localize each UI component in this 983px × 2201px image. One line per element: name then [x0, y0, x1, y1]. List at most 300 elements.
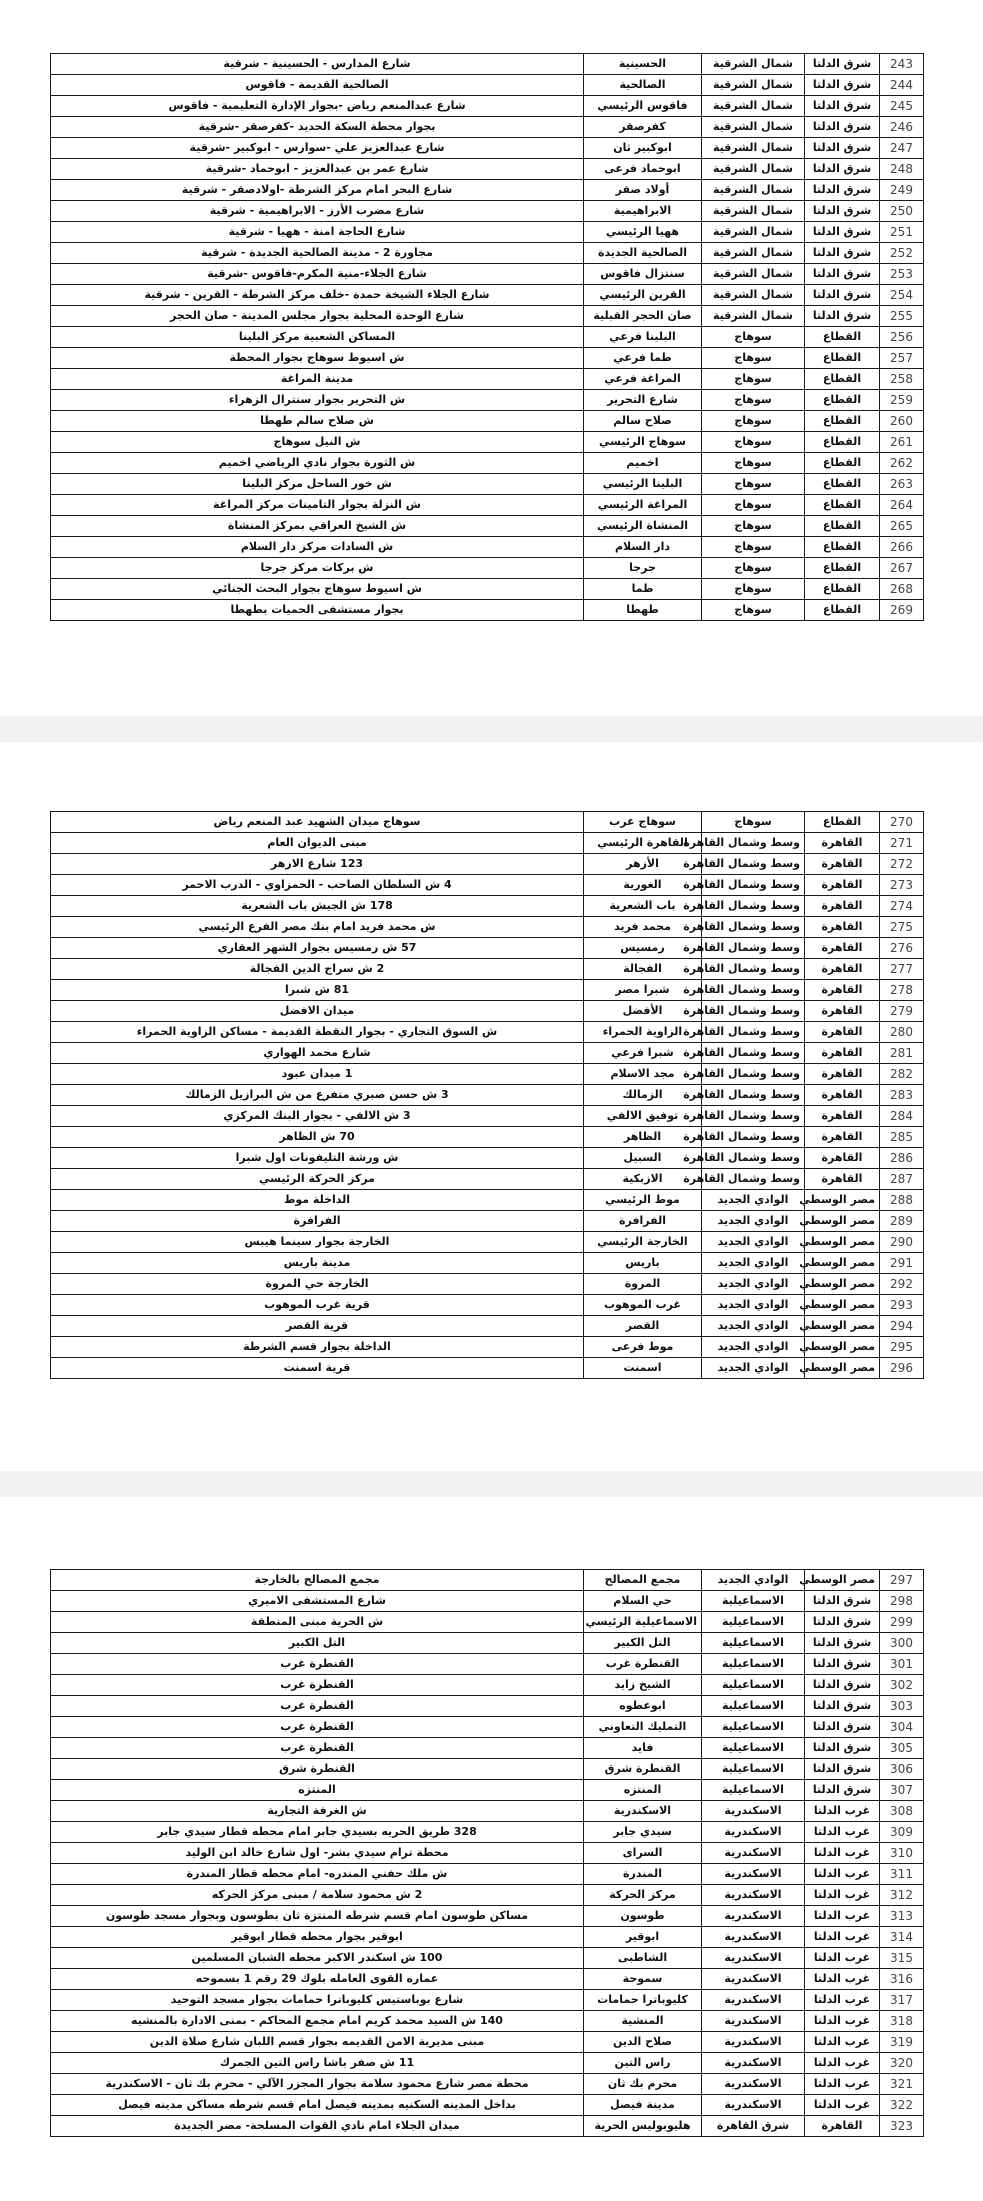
address-cell: شارع الوحدة المحلية بجوار مجلس المدينة - صان الحجر: [51, 306, 584, 327]
row-number-cell: 246: [880, 117, 924, 138]
row-number-cell: 315: [880, 1948, 924, 1969]
address-cell: 3 ش الالفي - بجوار البنك المركزي: [51, 1106, 584, 1127]
zone-cell: الاسكندرية: [702, 1969, 805, 1990]
address-cell: 3 ش حسن صبري متفرع من ش البرازيل الزمالك: [51, 1085, 584, 1106]
address-cell: شارع عمر بن عبدالعزيز - ابوحماد -شرقية: [51, 159, 584, 180]
table-row: [51, 1717, 924, 1738]
zone-cell: شمال الشرقية: [702, 243, 805, 264]
row-number-cell: 295: [880, 1337, 924, 1358]
address-cell: مجاورة 2 - مدينة الصالحية الجديدة - شرقية: [51, 243, 584, 264]
zone-cell: وسط وشمال القاهرة: [702, 1169, 805, 1190]
branch-cell: سيدي جابر: [584, 1822, 702, 1843]
address-cell: الداخلة بجوار قسم الشرطة: [51, 1337, 584, 1358]
region-cell: القاهرة: [805, 1148, 880, 1169]
region-cell: شرق الدلتا: [805, 1612, 880, 1633]
address-cell: 4 ش السلطان الصاحب - الحمزاوي - الدرب الاحمر: [51, 875, 584, 896]
table-row: [51, 1106, 924, 1127]
row-number-cell: 294: [880, 1316, 924, 1337]
zone-cell: وسط وشمال القاهرة: [702, 1148, 805, 1169]
zone-cell: الوادي الجديد: [702, 1274, 805, 1295]
table-row: [51, 159, 924, 180]
row-number-cell: 252: [880, 243, 924, 264]
table-row: [51, 474, 924, 495]
branch-cell: سنتزال فاقوس: [584, 264, 702, 285]
address-cell: ش اسيوط سوهاج بجوار البحث الجنائي: [51, 579, 584, 600]
region-cell: شرق الدلتا: [805, 96, 880, 117]
table-row: [51, 1927, 924, 1948]
address-cell: المساكن الشعبية مركز البلينا: [51, 327, 584, 348]
address-cell: ش الحرية مبنى المنطقة: [51, 1612, 584, 1633]
branch-cell: السبيل: [584, 1148, 702, 1169]
branch-cell: الصالحية: [584, 75, 702, 96]
region-cell: القاهرة: [805, 917, 880, 938]
table-row: [51, 201, 924, 222]
table-row: [51, 1043, 924, 1064]
region-cell: شرق الدلتا: [805, 285, 880, 306]
region-cell: شرق الدلتا: [805, 243, 880, 264]
row-number-cell: 281: [880, 1043, 924, 1064]
table-row: [51, 243, 924, 264]
table-row: [51, 938, 924, 959]
branch-cell: سموحة: [584, 1969, 702, 1990]
page-separator: [0, 716, 983, 742]
row-number-cell: 309: [880, 1822, 924, 1843]
table-row: [51, 2095, 924, 2116]
address-cell: عماره القوى العامله بلوك 29 رقم 1 بسموحه: [51, 1969, 584, 1990]
address-cell: بداخل المدينه السكنيه بمدينه فيصل امام قسم شرطه مساكن مدينه فيصل: [51, 2095, 584, 2116]
table-row: [51, 1085, 924, 1106]
table-row: [51, 1822, 924, 1843]
zone-cell: شمال الشرقية: [702, 306, 805, 327]
table-row: [51, 369, 924, 390]
address-cell: محطة مصر شارع محمود سلامة بجوار المجزر الآلي - محرم بك ثان - الاسكندرية: [51, 2074, 584, 2095]
row-number-cell: 283: [880, 1085, 924, 1106]
table-row: [51, 1633, 924, 1654]
branch-cell: ابوكبير ثان: [584, 138, 702, 159]
address-cell: بجوار مستشفى الحميات بطهطا: [51, 600, 584, 621]
zone-cell: سوهاج: [702, 369, 805, 390]
table-row: [51, 306, 924, 327]
branch-cell: الفرافرة: [584, 1211, 702, 1232]
address-cell: الخارجة بجوار سينما هيبس: [51, 1232, 584, 1253]
row-number-cell: 273: [880, 875, 924, 896]
region-cell: مصر الوسطي: [805, 1337, 880, 1358]
branch-cell: المنشية: [584, 2011, 702, 2032]
branch-cell: الازبكية: [584, 1169, 702, 1190]
table-row: [51, 2053, 924, 2074]
row-number-cell: 285: [880, 1127, 924, 1148]
branch-cell: مجمع المصالح: [584, 1570, 702, 1591]
zone-cell: الاسكندرية: [702, 1990, 805, 2011]
table-row: [51, 1001, 924, 1022]
row-number-cell: 272: [880, 854, 924, 875]
region-cell: مصر الوسطي: [805, 1232, 880, 1253]
row-number-cell: 293: [880, 1295, 924, 1316]
table-row: [51, 1253, 924, 1274]
address-cell: ش صلاح سالم طهطا: [51, 411, 584, 432]
row-number-cell: 287: [880, 1169, 924, 1190]
region-cell: القاهرة: [805, 896, 880, 917]
address-cell: المنتزه: [51, 1780, 584, 1801]
zone-cell: الوادي الجديد: [702, 1316, 805, 1337]
address-cell: 328 طريق الحريه بسيدي جابر امام محطه قطار سيدي جابر: [51, 1822, 584, 1843]
branch-cell: شارع التحرير: [584, 390, 702, 411]
branch-cell: القنطرة غرب: [584, 1654, 702, 1675]
zone-cell: الاسماعيلية: [702, 1696, 805, 1717]
branch-cell: فاقوس الرئيسي: [584, 96, 702, 117]
branch-cell: المروة: [584, 1274, 702, 1295]
table-row: [51, 1358, 924, 1379]
zone-cell: الوادي الجديد: [702, 1358, 805, 1379]
zone-cell: الاسكندرية: [702, 2074, 805, 2095]
branch-cell: الزمالك: [584, 1085, 702, 1106]
branch-cell: التمليك التعاوني: [584, 1717, 702, 1738]
row-number-cell: 310: [880, 1843, 924, 1864]
address-cell: ميدان الجلاء امام نادي القوات المسلحة- مصر الجديدة: [51, 2116, 584, 2137]
branch-cell: الخارجة الرئيسي: [584, 1232, 702, 1253]
zone-cell: الاسماعيلية: [702, 1591, 805, 1612]
region-cell: القاهرة: [805, 1064, 880, 1085]
branch-cell: طما: [584, 579, 702, 600]
region-cell: شرق الدلتا: [805, 306, 880, 327]
region-cell: مصر الوسطي: [805, 1358, 880, 1379]
table-row: [51, 1675, 924, 1696]
branch-cell: الاسكندرية: [584, 1801, 702, 1822]
row-number-cell: 258: [880, 369, 924, 390]
row-number-cell: 245: [880, 96, 924, 117]
region-cell: غرب الدلتا: [805, 1801, 880, 1822]
table-row: [51, 516, 924, 537]
table-row: [51, 854, 924, 875]
row-number-cell: 290: [880, 1232, 924, 1253]
branch-cell: جرجا: [584, 558, 702, 579]
branch-cell: الغورية: [584, 875, 702, 896]
address-cell: القنطرة غرب: [51, 1675, 584, 1696]
branch-cell: فايد: [584, 1738, 702, 1759]
address-cell: مجمع المصالح بالخارجة: [51, 1570, 584, 1591]
address-cell: القنطرة غرب: [51, 1717, 584, 1738]
row-number-cell: 282: [880, 1064, 924, 1085]
zone-cell: وسط وشمال القاهرة: [702, 875, 805, 896]
table-row: [51, 96, 924, 117]
zone-cell: وسط وشمال القاهرة: [702, 1127, 805, 1148]
address-cell: القنطرة غرب: [51, 1738, 584, 1759]
address-cell: القنطرة غرب: [51, 1696, 584, 1717]
row-number-cell: 275: [880, 917, 924, 938]
address-cell: شارع بوباستيس كليوباترا حمامات بجوار مسجد التوحيد: [51, 1990, 584, 2011]
region-cell: القاهرة: [805, 1127, 880, 1148]
table-row: [51, 138, 924, 159]
row-number-cell: 262: [880, 453, 924, 474]
region-cell: القطاع: [805, 600, 880, 621]
address-cell: القنطرة غرب: [51, 1654, 584, 1675]
region-cell: القاهرة: [805, 1106, 880, 1127]
address-cell: بجوار محطة السكة الحديد -كفرصقر -شرقية: [51, 117, 584, 138]
region-cell: غرب الدلتا: [805, 2011, 880, 2032]
branch-cell: الفجالة: [584, 959, 702, 980]
branch-cell: توفيق الالفي: [584, 1106, 702, 1127]
row-number-cell: 249: [880, 180, 924, 201]
row-number-cell: 296: [880, 1358, 924, 1379]
zone-cell: الوادي الجديد: [702, 1337, 805, 1358]
address-cell: الفرافرة: [51, 1211, 584, 1232]
table-row: [51, 812, 924, 833]
address-cell: 178 ش الجيش باب الشعرية: [51, 896, 584, 917]
row-number-cell: 271: [880, 833, 924, 854]
branch-cell: الحسينية: [584, 54, 702, 75]
region-cell: القطاع: [805, 369, 880, 390]
branch-cell: كفرصقر: [584, 117, 702, 138]
table-row: [51, 1759, 924, 1780]
table-row: [51, 1169, 924, 1190]
table-row: [51, 1738, 924, 1759]
branch-cell: شبرا مصر: [584, 980, 702, 1001]
table-row: [51, 264, 924, 285]
row-number-cell: 256: [880, 327, 924, 348]
zone-cell: سوهاج: [702, 600, 805, 621]
address-cell: القنطرة شرق: [51, 1759, 584, 1780]
zone-cell: شمال الشرقية: [702, 159, 805, 180]
region-cell: القاهرة: [805, 2116, 880, 2137]
zone-cell: الاسكندرية: [702, 1801, 805, 1822]
region-cell: القاهرة: [805, 875, 880, 896]
region-cell: مصر الوسطي: [805, 1274, 880, 1295]
row-number-cell: 266: [880, 537, 924, 558]
row-number-cell: 323: [880, 2116, 924, 2137]
table-row: [51, 285, 924, 306]
region-cell: القاهرة: [805, 938, 880, 959]
table-row: [51, 75, 924, 96]
region-cell: القطاع: [805, 495, 880, 516]
region-cell: غرب الدلتا: [805, 1822, 880, 1843]
region-cell: القطاع: [805, 579, 880, 600]
row-number-cell: 306: [880, 1759, 924, 1780]
zone-cell: الاسماعيلية: [702, 1633, 805, 1654]
table-row: [51, 1232, 924, 1253]
address-cell: شارع مضرب الأرز - الابراهيمية - شرقية: [51, 201, 584, 222]
address-cell: ش السوق التجاري - بجوار النقطة القديمة - مساكن الزاوية الحمراء: [51, 1022, 584, 1043]
address-cell: ش النزلة بجوار التامينات مركز المراغة: [51, 495, 584, 516]
zone-cell: شمال الشرقية: [702, 201, 805, 222]
zone-cell: سوهاج: [702, 453, 805, 474]
region-cell: مصر الوسطي: [805, 1211, 880, 1232]
zone-cell: وسط وشمال القاهرة: [702, 896, 805, 917]
branch-cell: الاسماعيلية الرئيسي: [584, 1612, 702, 1633]
zone-cell: الاسماعيلية: [702, 1738, 805, 1759]
row-number-cell: 305: [880, 1738, 924, 1759]
table-row: [51, 1337, 924, 1358]
address-cell: شارع عبدالعزيز علي -سوارس - ابوكبير -شرقية: [51, 138, 584, 159]
region-cell: شرق الدلتا: [805, 1591, 880, 1612]
region-cell: شرق الدلتا: [805, 1738, 880, 1759]
zone-cell: سوهاج: [702, 411, 805, 432]
row-number-cell: 278: [880, 980, 924, 1001]
region-cell: القاهرة: [805, 1022, 880, 1043]
region-cell: غرب الدلتا: [805, 1843, 880, 1864]
region-cell: شرق الدلتا: [805, 117, 880, 138]
address-cell: محطة ترام سيدي بشر- اول شارع خالد ابن الوليد: [51, 1843, 584, 1864]
zone-cell: شمال الشرقية: [702, 138, 805, 159]
address-cell: الصالحية القديمة - فاقوس: [51, 75, 584, 96]
region-cell: شرق الدلتا: [805, 264, 880, 285]
address-cell: مبنى مديرية الامن القديمه بجوار قسم اللبان شارع صلاة الدين: [51, 2032, 584, 2053]
row-number-cell: 250: [880, 201, 924, 222]
row-number-cell: 299: [880, 1612, 924, 1633]
row-number-cell: 321: [880, 2074, 924, 2095]
row-number-cell: 269: [880, 600, 924, 621]
row-number-cell: 279: [880, 1001, 924, 1022]
address-cell: الخارجة حي المروة: [51, 1274, 584, 1295]
branch-cell: المراغة فرعي: [584, 369, 702, 390]
zone-cell: شمال الشرقية: [702, 96, 805, 117]
zone-cell: وسط وشمال القاهرة: [702, 938, 805, 959]
row-number-cell: 297: [880, 1570, 924, 1591]
row-number-cell: 253: [880, 264, 924, 285]
branch-cell: الأزهر: [584, 854, 702, 875]
row-number-cell: 320: [880, 2053, 924, 2074]
table-row: [51, 1190, 924, 1211]
region-cell: القاهرة: [805, 1169, 880, 1190]
region-cell: شرق الدلتا: [805, 1696, 880, 1717]
table-row: [51, 1612, 924, 1633]
branch-cell: طوسون: [584, 1906, 702, 1927]
row-number-cell: 314: [880, 1927, 924, 1948]
region-cell: شرق الدلتا: [805, 1654, 880, 1675]
branch-cell: الأفضل: [584, 1001, 702, 1022]
branch-cell: المنتزه: [584, 1780, 702, 1801]
branch-cell: القرين الرئيسي: [584, 285, 702, 306]
zone-cell: وسط وشمال القاهرة: [702, 917, 805, 938]
row-number-cell: 304: [880, 1717, 924, 1738]
region-cell: القاهرة: [805, 959, 880, 980]
branch-cell: صلاح الدين: [584, 2032, 702, 2053]
table-row: [51, 2032, 924, 2053]
zone-cell: شمال الشرقية: [702, 54, 805, 75]
address-cell: ش محمد فريد امام بنك مصر الفرع الرئيسي: [51, 917, 584, 938]
region-cell: شرق الدلتا: [805, 54, 880, 75]
branch-cell: الشاطبى: [584, 1948, 702, 1969]
table-row: [51, 411, 924, 432]
table-row: [51, 180, 924, 201]
branch-cell: المنشاة الرئيسي: [584, 516, 702, 537]
region-cell: القطاع: [805, 327, 880, 348]
zone-cell: سوهاج: [702, 495, 805, 516]
region-cell: مصر الوسطي: [805, 1190, 880, 1211]
branch-cell: القنطرة شرق: [584, 1759, 702, 1780]
zone-cell: الاسماعيلية: [702, 1654, 805, 1675]
table-row: [51, 1843, 924, 1864]
table-row: [51, 1064, 924, 1085]
address-cell: ش السادات مركز دار السلام: [51, 537, 584, 558]
row-number-cell: 288: [880, 1190, 924, 1211]
zone-cell: الاسكندرية: [702, 2095, 805, 2116]
branch-cell: اسمنت: [584, 1358, 702, 1379]
branch-cell: حي السلام: [584, 1591, 702, 1612]
address-cell: 81 ش شبرا: [51, 980, 584, 1001]
branch-cell: ابوحماد فرعى: [584, 159, 702, 180]
address-cell: مدينة المراغة: [51, 369, 584, 390]
table-row: [51, 1127, 924, 1148]
table-row: [51, 453, 924, 474]
table-row: [51, 117, 924, 138]
row-number-cell: 286: [880, 1148, 924, 1169]
row-number-cell: 300: [880, 1633, 924, 1654]
branch-cell: السراى: [584, 1843, 702, 1864]
branch-cell: باريس: [584, 1253, 702, 1274]
region-cell: مصر الوسطي: [805, 1570, 880, 1591]
branch-cell: صان الحجر القبلية: [584, 306, 702, 327]
zone-cell: الاسماعيلية: [702, 1612, 805, 1633]
table-row: [51, 1969, 924, 1990]
row-number-cell: 292: [880, 1274, 924, 1295]
address-cell: ش التحرير بجوار سنترال الزهراء: [51, 390, 584, 411]
branch-cell: سوهاج غرب: [584, 812, 702, 833]
address-cell: 2 ش محمود سلامة / مبنى مركز الحركه: [51, 1885, 584, 1906]
zone-cell: سوهاج: [702, 579, 805, 600]
region-cell: غرب الدلتا: [805, 1927, 880, 1948]
address-cell: ش خور الساحل مركز البلينا: [51, 474, 584, 495]
branch-cell: التل الكبير: [584, 1633, 702, 1654]
zone-cell: الاسكندرية: [702, 1885, 805, 1906]
branch-cell: ههيا الرئيسي: [584, 222, 702, 243]
row-number-cell: 243: [880, 54, 924, 75]
row-number-cell: 301: [880, 1654, 924, 1675]
row-number-cell: 255: [880, 306, 924, 327]
row-number-cell: 254: [880, 285, 924, 306]
row-number-cell: 251: [880, 222, 924, 243]
zone-cell: الوادي الجديد: [702, 1253, 805, 1274]
zone-cell: سوهاج: [702, 558, 805, 579]
row-number-cell: 317: [880, 1990, 924, 2011]
row-number-cell: 316: [880, 1969, 924, 1990]
region-cell: القطاع: [805, 474, 880, 495]
row-number-cell: 298: [880, 1591, 924, 1612]
branch-cell: طهطا: [584, 600, 702, 621]
address-cell: شارع الجلاء الشيخة حمدة -خلف مركز الشرطة - القرين - شرقية: [51, 285, 584, 306]
zone-cell: سوهاج: [702, 390, 805, 411]
table-row: [51, 1948, 924, 1969]
zone-cell: الاسماعيلية: [702, 1759, 805, 1780]
address-cell: ش ملك حفني المندره- امام محطه قطار المندرة: [51, 1864, 584, 1885]
address-cell: 100 ش اسكندر الاكبر محطه الشبان المسلمين: [51, 1948, 584, 1969]
table-row: [51, 1211, 924, 1232]
table-row: [51, 875, 924, 896]
region-cell: شرق الدلتا: [805, 1633, 880, 1654]
zone-cell: الاسماعيلية: [702, 1780, 805, 1801]
region-cell: القاهرة: [805, 980, 880, 1001]
table-row: [51, 558, 924, 579]
branch-cell: المراغة الرئيسي: [584, 495, 702, 516]
region-cell: شرق الدلتا: [805, 222, 880, 243]
region-cell: غرب الدلتا: [805, 1864, 880, 1885]
address-cell: مركز الحركة الرئيسي: [51, 1169, 584, 1190]
region-cell: غرب الدلتا: [805, 2074, 880, 2095]
row-number-cell: 277: [880, 959, 924, 980]
row-number-cell: 264: [880, 495, 924, 516]
branch-cell: أولاد صقر: [584, 180, 702, 201]
row-number-cell: 248: [880, 159, 924, 180]
branch-cell: موط الرئيسي: [584, 1190, 702, 1211]
table-row: [51, 1885, 924, 1906]
zone-cell: وسط وشمال القاهرة: [702, 1085, 805, 1106]
zone-cell: وسط وشمال القاهرة: [702, 980, 805, 1001]
branch-cell: دار السلام: [584, 537, 702, 558]
table-row: [51, 1780, 924, 1801]
address-cell: شارع المستشفى الاميري: [51, 1591, 584, 1612]
region-cell: القاهرة: [805, 833, 880, 854]
row-number-cell: 268: [880, 579, 924, 600]
zone-cell: وسط وشمال القاهرة: [702, 1064, 805, 1085]
